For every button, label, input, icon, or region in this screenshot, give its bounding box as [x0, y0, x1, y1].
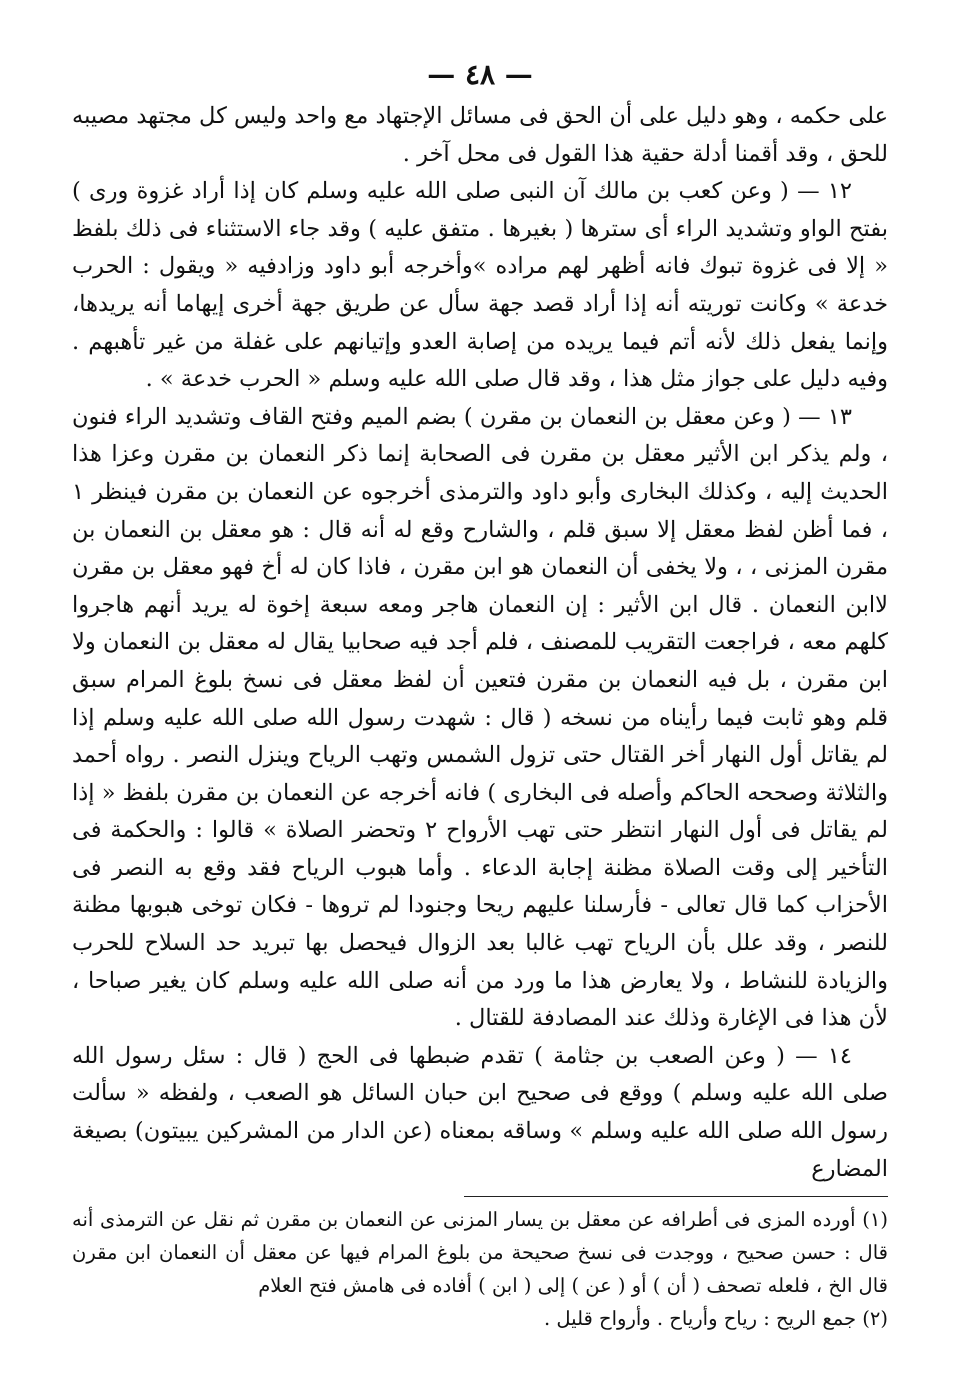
- paragraph-continuation: على حكمه ، وهو دليل على أن الحق فى مسائل الإجتهاد مع واحد وليس كل مجتهد مصيبه للحق ، وقد أقمنا أدلة حقية هذا القول فى محل آخر .: [72, 103, 888, 167]
- paragraph-hadith-13: ١٣ — ( وعن معقل بن النعمان بن مقرن ) بضم الميم وفتح القاف وتشديد الراء فنون ، ولم يذكر ابن الأثير معقل بن مقرن فى الصحابة إنما ذكر النعمان بن مقرن وعزا هذا الحديث إليه ، وكذلك البخارى وأبو داود والترمذى أخرجوه عن النعمان بن مقرن فينظر ١ ، فما أظن لفظ معقل إلا سبق قلم ، والشارح وقع له أنه قال : هو معقل بن النعمان بن مقرن المزنى ، ، ولا يخفى أن النعمان هو ابن مقرن ، فاذا كان له أخ فهو معقل بن مقرن لاابن النعمان . قال ابن الأثير : إن النعمان هاجر ومعه سبعة إخوة له يريد أنهم هاجروا كلهم معه ، فراجعت التقريب للمصنف ، فلم أجد فيه صحابيا يقال له معقل بن النعمان ولا ابن مقرن ، بل فيه النعمان بن مقرن فتعين أن لفظ معقل فى نسخ بلوغ المرام سبق قلم وهو ثابت فيما رأيناه من نسخه ( قال : شهدت رسول الله صلى الله عليه وسلم إذا لم يقاتل أول النهار أخر القتال حتى تزول الشمس وتهب الرياح وينزل النصر . رواه أحمد والثلاثة وصححه الحاكم وأصله فى البخارى ) فانه أخرجه عن النعمان بن مقرن بلفظ « إذا لم يقاتل فى أول النهار انتظر حتى تهب الأرواح ٢ وتحضر الصلاة » قالوا : والحكمة فى التأخير إلى وقت الصلاة مظنة إجابة الدعاء . وأما هبوب الرياح فقد وقع به النصر فى الأحزاب كما قال تعالى - فأرسلنا عليهم ريحا وجنودا لم تروها - فكان توخى هبوبها مظنة للنصر ، وقد علل بأن الرياح تهب غالبا بعد الزوال فيحصل بها تبريد حد السلاح للحرب والزيادة للنشاط ، ولا يعارض هذا ما ورد من أنه صلى الله عليه وسلم كان يغير صباحا ، لأن هذا فى الإغارة وذلك عند المصادفة للقتال .: [72, 403, 888, 1032]
- main-text: [72, 98, 888, 1188]
- footnote-1: (١) أورده المزى فى أطرافه عن معقل بن يسار المزنى عن النعمان بن مقرن ثم نقل عن الترمذى أنه قال : حسن صحيح ، ووجدت فى نسخ صحيحة من بلوغ المرام فيها عن معقل أن النعمان ابن مقرن قال الخ ، فلعله تصحف ( أن ) أو ( عن ) إلى ( ابن ) أفاده فى هامش فتح العلام: [72, 1208, 888, 1298]
- footnotes: [72, 1203, 888, 1335]
- paragraph-hadith-14: ١٤ — ( وعن الصعب بن جثامة ) تقدم ضبطها فى الحج ( قال : سئل رسول الله صلى الله عليه وسلم ) ووقع فى صحيح ابن حبان السائل هو الصعب ، ولفظه « سألت رسول الله صلى الله عليه وسلم » وساقه بمعناه (عن الدار من المشركين يبيتون) بصيغة المضارع: [72, 1042, 888, 1182]
- page-number: — ٤٨ —: [427, 58, 533, 91]
- paragraph-hadith-12: ١٢ — ( وعن كعب بن مالك آن النبى صلى الله عليه وسلم كان إذا أراد غزوة ورى ) بفتح الواو وتشديد الراء أى سترها ( بغيرها . متفق عليه ) وقد جاء الاستثناء فى ذلك بلفظ « إلا فى غزوة تبوك فانه أظهر لهم مراده »وأخرجه أبو داود وزادفيه « ويقول : الحرب خدعة » وكانت توريته أنه إذا أراد قصد جهة سأل عن طريق جهة أخرى إيهاما أنه يريدها، وإنما يفعل ذلك لأنه أتم فيما يريده من إصابة العدو وإتيانهم على غفلة من غير تأهبهم . وفيه دليل على جواز مثل هذا ، وقد قال صلى الله عليه وسلم « الحرب خدعة » .: [72, 178, 888, 393]
- footnote-2: (٢) جمع الريح : رياح وأرياح . وأرواح قليل .: [544, 1307, 888, 1331]
- footnote-divider: [464, 1196, 888, 1197]
